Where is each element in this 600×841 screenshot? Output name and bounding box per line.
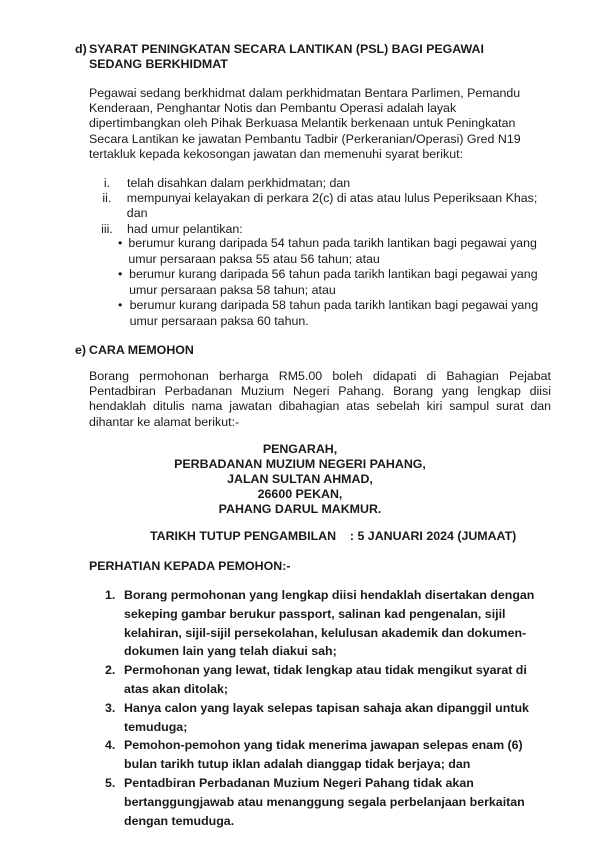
- item-text: Hanya calon yang layak selepas tapisan sahaja akan dipanggil untuk temuduga;: [124, 700, 529, 734]
- item-text: berumur kurang daripada 58 tahun pada tarikh lantikan bagi pegawai yang umur persaraan paksa 60 tahun.: [129, 298, 539, 328]
- item-text: telah disahkan dalam perkhidmatan; dan: [127, 176, 351, 190]
- address-line: 26600 PEKAN,: [257, 487, 343, 502]
- list-item: [89, 222, 559, 237]
- address-line: PENGARAH,: [262, 442, 338, 456]
- bullet-icon: •: [118, 298, 123, 312]
- list-item: [105, 774, 555, 830]
- section-d-paragraph: Pegawai sedang berkhidmat dalam perkhidmatan Bentara Parlimen, Pemandu Kenderaan, Penghantar Notis dan Pembantu Operasi adalah layak dipertimbangkan oleh Pihak Berkuasa Melantik berkenaan untuk Peningkatan Secara Lantikan ke jawatan Pembantu Tadbir (Perkeranian/Operasi) Gred N19 tertakluk kepada kekosongan jawatan dan memenuhi syarat berikut:: [89, 86, 521, 161]
- list-item: [105, 736, 555, 774]
- address-line: PERBADANAN MUZIUM NEGERI PAHANG,: [174, 457, 426, 472]
- bullet-icon: •: [118, 236, 123, 250]
- item-number: i.: [103, 176, 111, 190]
- section-e-title: CARA MEMOHON: [89, 343, 194, 357]
- section-d-label: d): [75, 42, 87, 56]
- list-item: [118, 236, 558, 267]
- item-text: Permohonan yang lewat, tidak lengkap atau tidak mengikut syarat di atas akan ditolak;: [124, 663, 527, 696]
- section-d-title: SYARAT PENINGKATAN SECARA LANTIKAN (PSL) BAGI PEGAWAI SEDANG BERKHIDMAT: [89, 42, 484, 71]
- item-number: 1.: [105, 588, 116, 602]
- section-e-heading: [75, 343, 555, 358]
- list-item: [105, 699, 555, 737]
- age-limit-list: [118, 236, 558, 329]
- closing-separator: :: [349, 529, 355, 543]
- list-item: [105, 586, 555, 661]
- conditions-list: [89, 176, 559, 237]
- notice-list: [105, 586, 555, 830]
- section-e-label: e): [75, 343, 87, 357]
- item-number: iii.: [101, 221, 113, 236]
- list-item: [89, 176, 559, 191]
- address-block: [0, 442, 600, 517]
- item-text: had umur pelantikan:: [127, 221, 243, 236]
- address-line: JALAN SULTAN AHMAD,: [227, 472, 373, 487]
- item-number: ii.: [102, 191, 112, 206]
- list-item: [118, 267, 558, 298]
- item-number: 3.: [105, 700, 116, 715]
- item-number: 2.: [105, 663, 116, 678]
- item-text: Pemohon-pemohon yang tidak menerima jawapan selepas enam (6) bulan tarikh tutup iklan adalah dianggap tidak berjaya; dan: [124, 738, 523, 772]
- item-text: mempunyai kelayakan di perkara 2(c) di atas atau lulus Peperiksaan Khas; dan: [126, 191, 538, 221]
- list-item: [89, 191, 559, 221]
- item-text: Borang permohonan yang lengkap diisi hendaklah disertakan dengan sekeping gambar berukur passport, salinan kad pengenalan, sijil kelahiran, sijil-sijil persekolahan, kelulusan akademik dan dokumen-dokumen lain yang telah diakui sah;: [124, 588, 535, 659]
- item-number: 4.: [105, 738, 116, 753]
- list-item: [105, 661, 555, 699]
- closing-label: TARIKH TUTUP PENGAMBILAN: [150, 529, 337, 543]
- section-d-heading: [75, 42, 555, 72]
- section-e-paragraph: Borang permohonan berharga RM5.00 boleh didapati di Bahagian Pejabat Pentadbiran Perbadanan Muzium Negeri Pahang. Borang yang lengkap diisi hendaklah ditulis nama jawatan dibahagian atas sebelah kiri sampul surat dan dihantar ke alamat berikut:-: [89, 369, 551, 429]
- bullet-icon: •: [118, 267, 123, 281]
- closing-date-line: [150, 529, 516, 543]
- item-text: Pentadbiran Perbadanan Muzium Negeri Pahang tidak akan bertanggungjawab atau menanggung segala perbelanjaan berkaitan dengan temuduga.: [124, 775, 525, 828]
- notice-title: PERHATIAN KEPADA PEMOHON:-: [89, 559, 291, 573]
- item-text: berumur kurang daripada 56 tahun pada tarikh lantikan bagi pegawai yang umur persaraan paksa 58 tahun; atau: [129, 267, 538, 297]
- item-text: berumur kurang daripada 54 tahun pada tarikh lantikan bagi pegawai yang umur persaraan paksa 55 atau 56 tahun; atau: [128, 236, 537, 266]
- list-item: [118, 298, 558, 329]
- address-line: PAHANG DARUL MAKMUR.: [218, 502, 382, 517]
- closing-date: 5 JANUARI 2024 (JUMAAT): [357, 529, 517, 543]
- item-number: 5.: [105, 775, 116, 790]
